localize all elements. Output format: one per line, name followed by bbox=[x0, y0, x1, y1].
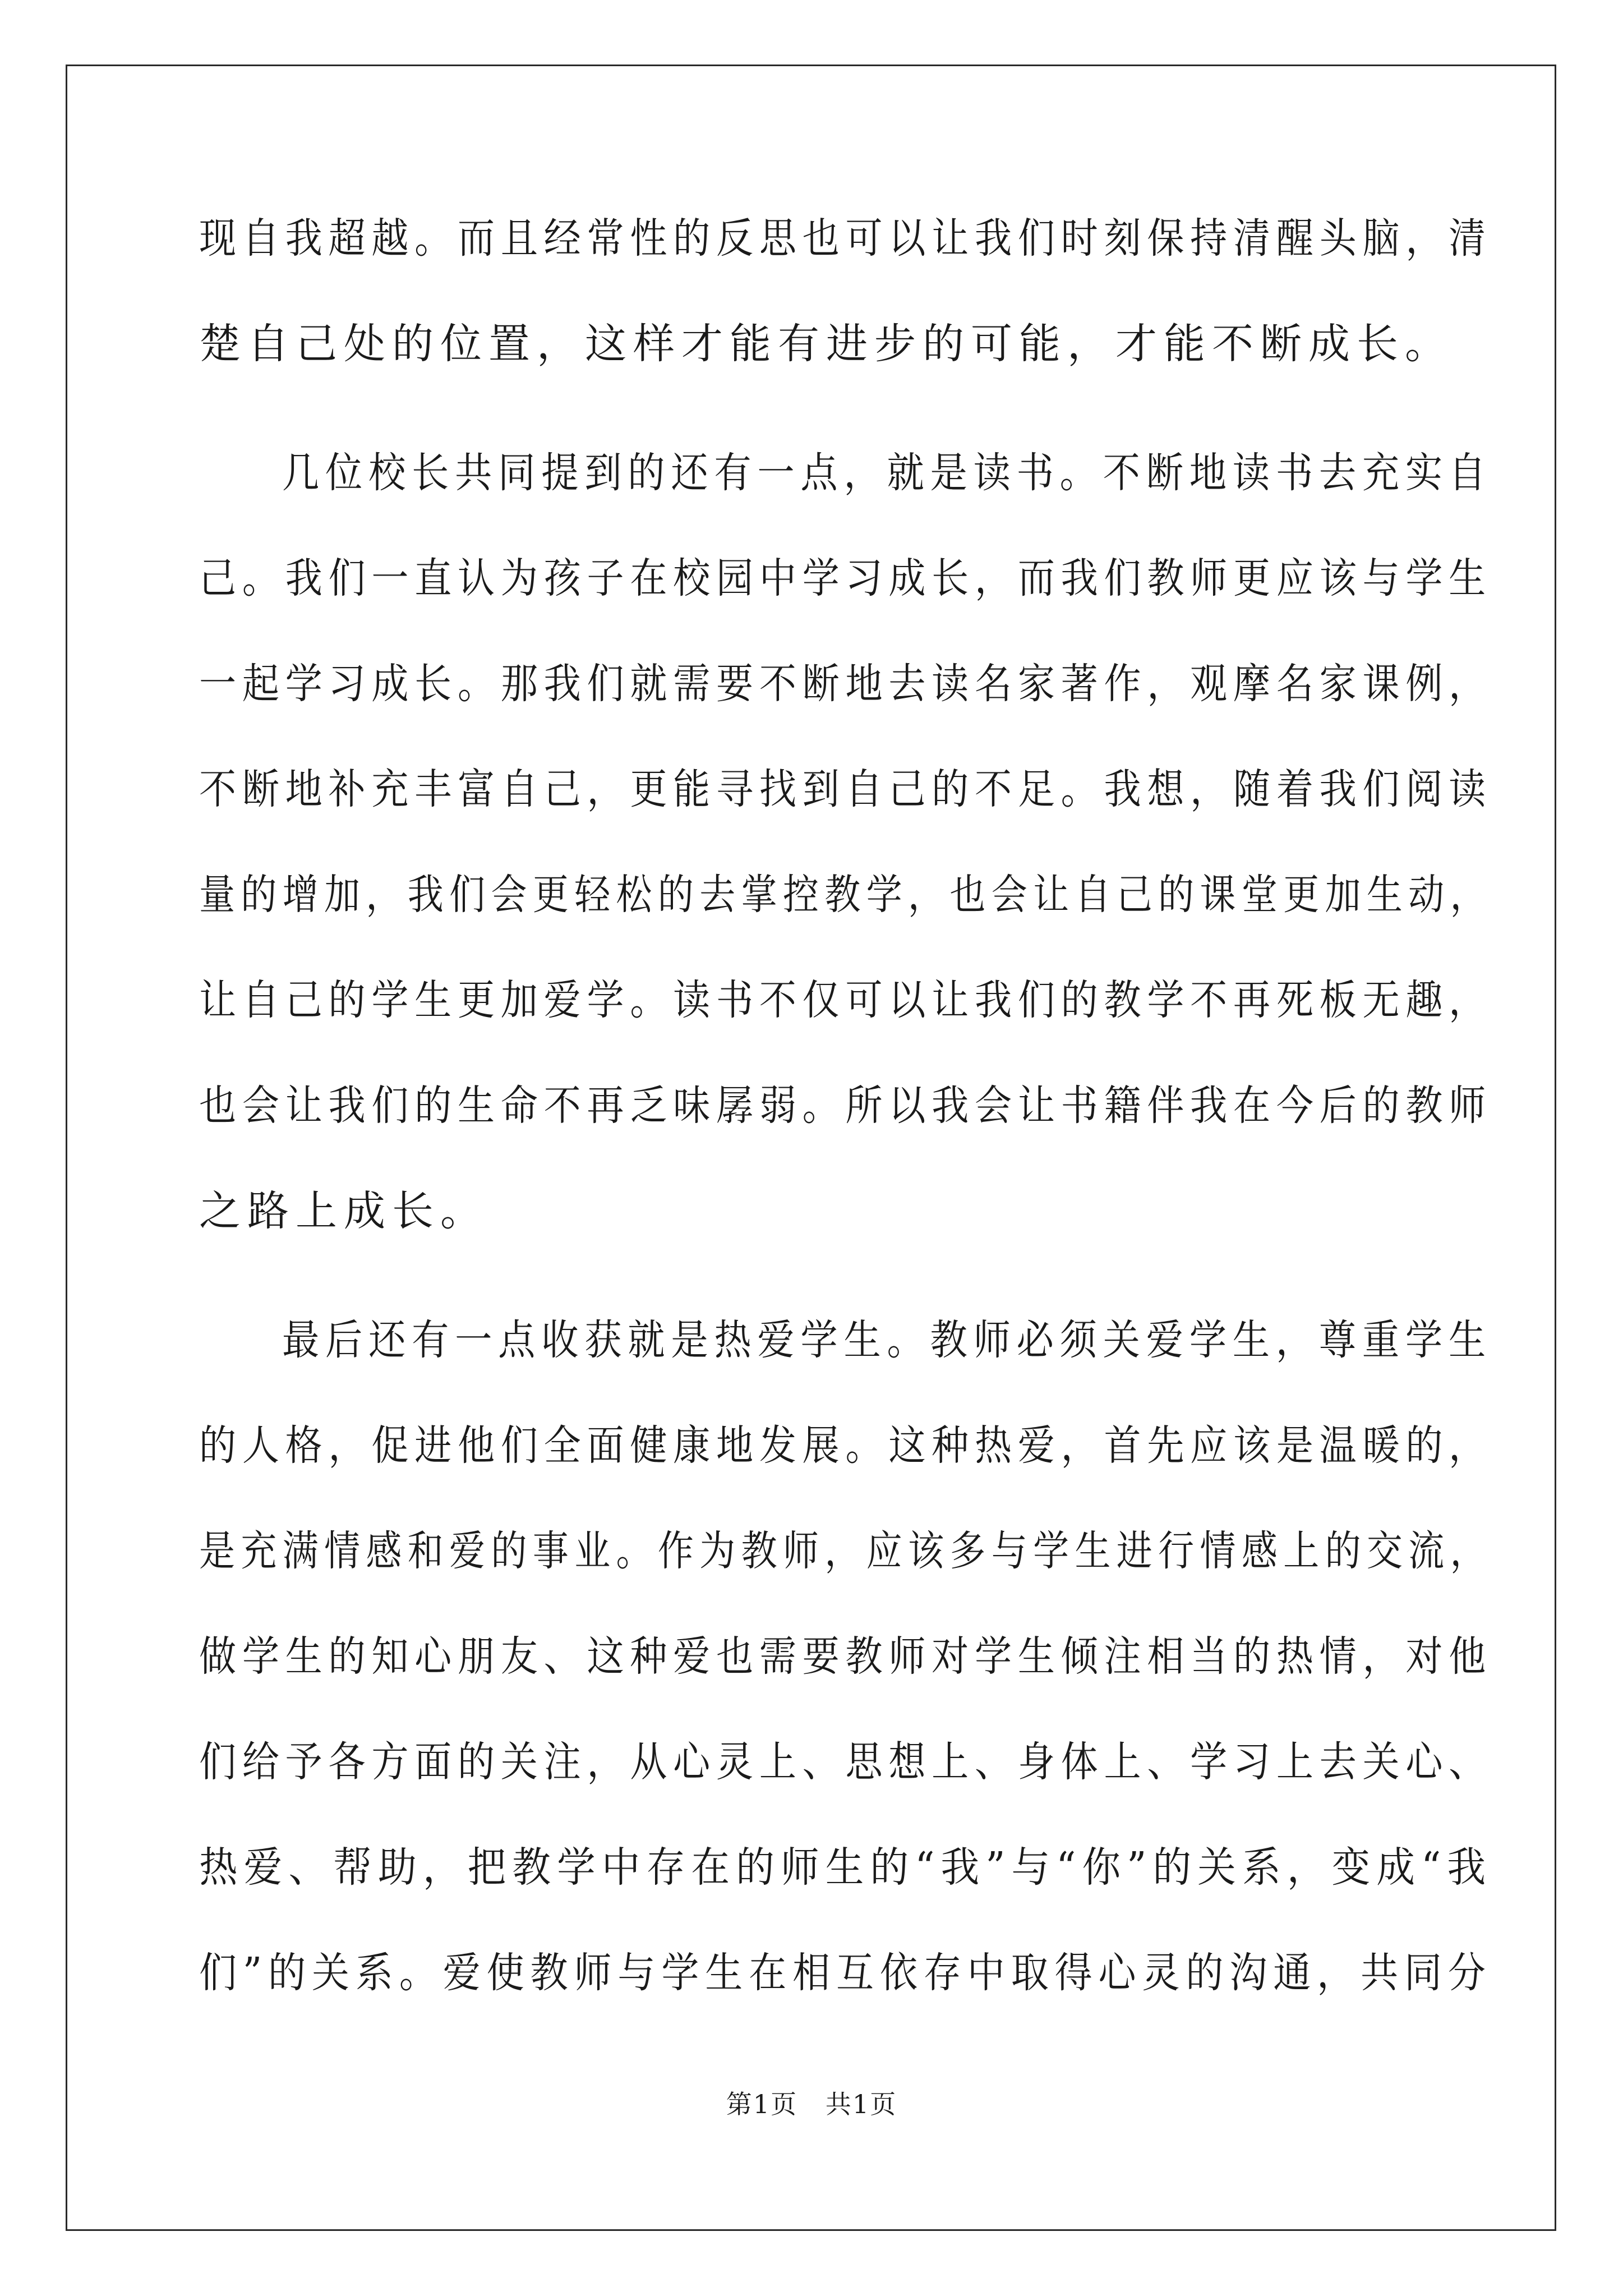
text-line: 的人格，促进他们全面健康地发展。这种热爱，首先应该是温暖的， bbox=[199, 1421, 1492, 1470]
paragraph-start-line: 几位校长共同提到的还有一点，就是读书。不断地读书去充实自 bbox=[282, 449, 1492, 497]
text-line: 做学生的知心朋友、这种爱也需要教师对学生倾注相当的热情，对他 bbox=[199, 1632, 1492, 1681]
text-line: 是充满情感和爱的事业。作为教师，应该多与学生进行情感上的交流， bbox=[199, 1527, 1492, 1575]
page-number: 第1页 共1页 bbox=[726, 2089, 897, 2119]
page-footer bbox=[0, 2084, 1623, 2121]
text-line: 让自己的学生更加爱学。读书不仅可以让我们的教学不再死板无趣， bbox=[199, 976, 1492, 1024]
text-line: 热爱、帮助，把教学中存在的师生的“我”与“你”的关系，变成“我 bbox=[199, 1843, 1492, 1892]
text-line: 己。我们一直认为孩子在校园中学习成长，而我们教师更应该与学生 bbox=[199, 554, 1492, 602]
paragraph-start-line: 最后还有一点收获就是热爱学生。教师必须关爱学生，尊重学生 bbox=[282, 1316, 1492, 1364]
text-line: 们”的关系。爱使教师与学生在相互依存中取得心灵的沟通，共同分 bbox=[199, 1949, 1492, 1997]
text-line: 们给予各方面的关注，从心灵上、思想上、身体上、学习上去关心、 bbox=[199, 1738, 1492, 1786]
text-line: 也会让我们的生命不再乏味孱弱。所以我会让书籍伴我在今后的教师 bbox=[199, 1082, 1492, 1130]
text-line: 不断地补充丰富自己，更能寻找到自己的不足。我想，随着我们阅读 bbox=[199, 765, 1492, 813]
text-line: 楚自己处的位置，这样才能有进步的可能，才能不断成长。 bbox=[199, 320, 1453, 368]
page-border bbox=[66, 65, 1556, 2231]
text-line: 一起学习成长。那我们就需要不断地去读名家著作，观摩名家课例， bbox=[199, 660, 1492, 708]
text-line: 之路上成长。 bbox=[199, 1187, 488, 1235]
text-line: 现自我超越。而且经常性的反思也可以让我们时刻保持清醒头脑，清 bbox=[199, 214, 1492, 263]
text-line: 量的增加，我们会更轻松的去掌控教学，也会让自己的课堂更加生动， bbox=[199, 871, 1492, 919]
